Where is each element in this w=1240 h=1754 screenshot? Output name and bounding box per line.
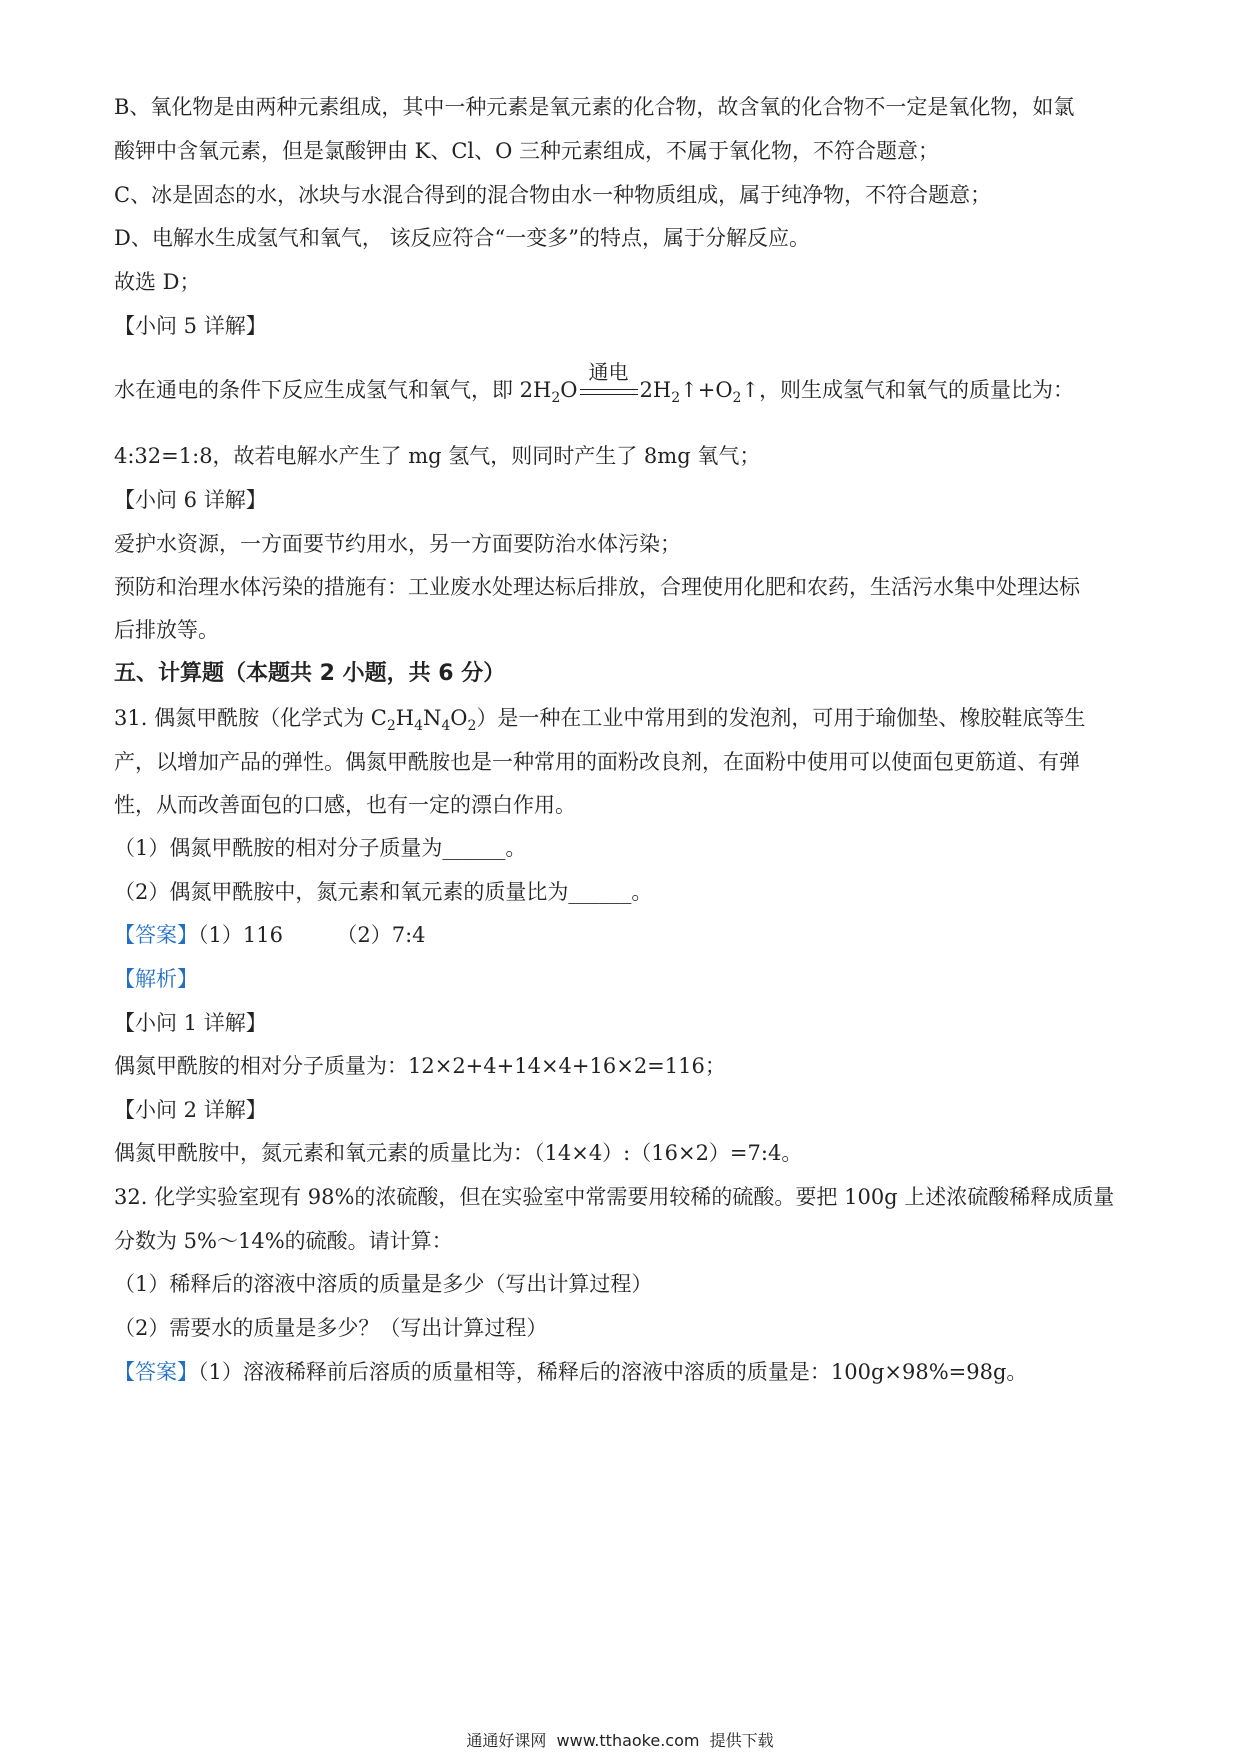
answer-tag: 【答案】: [114, 923, 198, 947]
reaction-condition-arrow: [578, 359, 640, 407]
text-line: B、氧化物是由两种元素组成，其中一种元素是氧元素的化合物，故含氧的化合物不一定是氧化物，如氯: [114, 95, 1075, 119]
text-line: 后排放等。: [114, 618, 219, 642]
formula-sub: 4: [414, 718, 423, 735]
answer-32: [114, 1357, 1134, 1387]
text-line: 4:32=1:8，故若电解水产生了 mg 氢气，则同时产生了 8mg 氧气；: [114, 444, 761, 468]
footer-watermark: 通通好课网 www.tthaoke.com 提供下载: [466, 1731, 774, 1750]
subquestion-heading: 【小问 2 详解】: [114, 1098, 267, 1122]
formula-sub: 2: [467, 718, 477, 735]
reaction-condition: 通电: [588, 359, 629, 384]
eq-product1-sub: 2: [671, 390, 681, 407]
gas-arrow-icon: ↑: [741, 378, 760, 402]
formula-sub: 2: [386, 718, 396, 735]
text-line: 故选 D；: [114, 270, 201, 294]
text-line: 预防和治理水体污染的措施有：工业废水处理达标后排放，合理使用化肥和农药，生活污水集中处理达标: [114, 575, 1080, 599]
question-part: （1）稀释后的溶液中溶质的质量是多少（写出计算过程）: [114, 1272, 653, 1296]
text-line: C、冰是固态的水，冰块与水混合得到的混合物由水一种物质组成，属于纯净物，不符合题意；: [114, 183, 992, 207]
formula-h: H: [395, 706, 415, 730]
analysis-tag: 【解析】: [114, 967, 198, 991]
answer-tag: 【答案】: [114, 1360, 198, 1384]
question-part: （2）偶氮甲酰胺中，氮元素和氧元素的质量比为______。: [114, 880, 653, 904]
text-line: 性，从而改善面包的口感，也有一定的漂白作用。: [114, 793, 576, 817]
q31-tail: ）是一种在工业中常用到的发泡剂，可用于瑜伽垫、橡胶鞋底等生: [476, 706, 1086, 730]
formula-o: O: [450, 706, 468, 730]
eq-sub: 2: [551, 390, 561, 407]
question-32: 32. 化学实验室现有 98%的浓硫酸，但在实验室中常需要用较稀的硫酸。要把 100g 上述浓硫酸稀释成质量: [114, 1185, 1115, 1209]
equation-line: [114, 359, 1134, 413]
text-line: 酸钾中含氧元素，但是氯酸钾由 K、Cl、O 三种元素组成，不属于氧化物，不符合题意；: [114, 139, 940, 163]
text-line: 爱护水资源，一方面要节约用水，另一方面要防治水体污染；: [114, 532, 681, 556]
eq-product1: 2H: [639, 378, 672, 402]
question-part: （2）需要水的质量是多少？（写出计算过程）: [114, 1316, 548, 1340]
formula-n: N: [423, 706, 442, 730]
subquestion-heading: 【小问 1 详解】: [114, 1011, 267, 1035]
text-line: 分数为 5%～14%的硫酸。请计算：: [114, 1229, 453, 1253]
eq-product2: +O: [697, 378, 733, 402]
q31-lead: 31. 偶氮甲酰胺（化学式为 C: [114, 706, 387, 730]
eq-product2-sub: 2: [732, 390, 742, 407]
formula-sub: 4: [441, 718, 451, 735]
question-part: （1）偶氮甲酰胺的相对分子质量为______。: [114, 836, 527, 860]
subquestion-heading: 【小问 6 详解】: [114, 488, 267, 512]
text-line: 偶氮甲酰胺的相对分子质量为：12×2+4+14×4+16×2=116；: [114, 1054, 726, 1078]
text-line: 偶氮甲酰胺中，氮元素和氧元素的质量比为：（14×4）:（16×2）=7:4。: [114, 1141, 803, 1165]
gas-arrow-icon: ↑: [680, 378, 698, 402]
answer-body: （1）溶液稀释前后溶质的质量相等，稀释后的溶液中溶质的质量是：100g×98%=98g。: [198, 1360, 1028, 1384]
eq-bar-bottom: [580, 394, 638, 395]
eq-o: O: [560, 378, 578, 402]
text-line: D、电解水生成氢气和氧气， 该反应符合“一变多”的特点，属于分解反应。: [114, 226, 810, 250]
section-title: 五、计算题（本题共 2 小题，共 6 分）: [114, 661, 506, 686]
question-31: [114, 703, 1134, 741]
equation-tail: ，则生成氢气和氧气的质量比为：: [759, 378, 1075, 402]
answer-31: [114, 920, 1134, 950]
equation-lead: 水在通电的条件下反应生成氢气和氧气，即 2H: [114, 378, 552, 402]
subquestion-heading: 【小问 5 详解】: [114, 314, 267, 338]
answer-body: （1）116 （2）7:4: [198, 923, 426, 947]
text-line: 产，以增加产品的弹性。偶氮甲酰胺也是一种常用的面粉改良剂，在面粉中使用可以使面包更筋道、有弹: [114, 750, 1080, 774]
eq-bar-top: [580, 389, 638, 390]
